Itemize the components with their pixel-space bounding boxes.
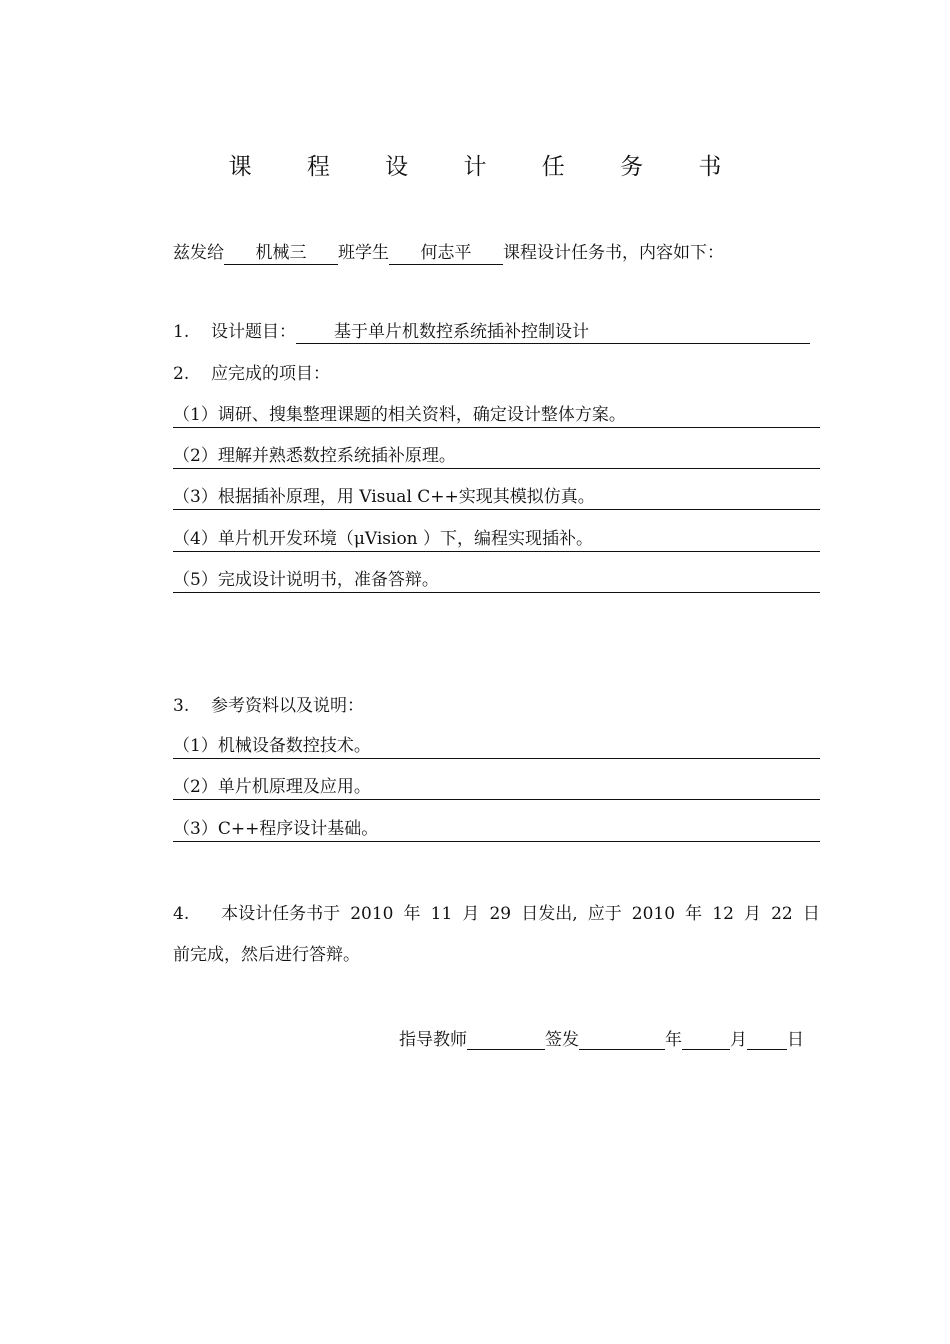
section-2-heading xyxy=(173,362,330,386)
section-2-item-1: （1）调研、搜集整理课题的相关资料，确定设计整体方案。 xyxy=(173,403,820,428)
month-label: 月 xyxy=(462,904,480,924)
section-2-item-3: （3）根据插补原理，用 Visual C++实现其模拟仿真。 xyxy=(173,485,820,510)
section-4-line-2: 前完成，然后进行答辩。 xyxy=(173,945,360,965)
section-2-number: 2. xyxy=(173,364,190,384)
section-4-number: 4. xyxy=(173,904,190,924)
class-suffix: 班学生 xyxy=(338,243,389,263)
schedule-text: 本设计任务书于 xyxy=(221,904,341,924)
section-4-line-1 xyxy=(173,902,820,926)
signature-month-label: 月 xyxy=(730,1030,747,1050)
advisor-label: 指导教师 xyxy=(399,1030,467,1050)
issue-suffix: 课程设计任务书，内容如下： xyxy=(503,243,724,263)
section-3-item-1: （1）机械设备数控技术。 xyxy=(173,734,820,759)
advisor-signature-field xyxy=(467,1029,545,1050)
year-label: 年 xyxy=(403,904,421,924)
section-3-heading xyxy=(173,694,364,718)
issue-label: 签发 xyxy=(545,1030,579,1050)
section-3-label: 参考资料以及说明： xyxy=(211,696,364,716)
due-year-label: 年 xyxy=(685,904,703,924)
section-1-label: 设计题目： xyxy=(211,322,296,342)
signature-year-label: 年 xyxy=(665,1030,682,1050)
due-month: 12 xyxy=(712,904,734,924)
issue-day: 29 xyxy=(489,904,512,924)
section-2-item-5: （5）完成设计说明书，准备答辩。 xyxy=(173,568,820,593)
issue-month: 11 xyxy=(430,904,453,924)
issue-prefix: 兹发给 xyxy=(173,243,224,263)
issued-text: 日发出, xyxy=(521,904,578,924)
section-1 xyxy=(173,320,820,344)
class-name-field: 机械三 xyxy=(224,244,338,265)
issue-signature-field xyxy=(579,1029,665,1050)
document-title: 课 程 设 计 任 务 书 xyxy=(228,154,746,180)
student-name-field: 何志平 xyxy=(389,244,503,265)
due-month-label: 月 xyxy=(743,904,761,924)
section-2-item-4: （4）单片机开发环境（μVision ）下，编程实现插补。 xyxy=(173,527,820,552)
due-day-label: 日 xyxy=(802,904,820,924)
due-day: 22 xyxy=(771,904,793,924)
section-2-label: 应完成的项目： xyxy=(211,364,330,384)
due-year: 2010 xyxy=(631,904,676,924)
section-3-item-2: （2）单片机原理及应用。 xyxy=(173,775,820,800)
issue-year: 2010 xyxy=(350,904,394,924)
section-1-number: 1. xyxy=(173,322,190,342)
section-2-item-2: （2）理解并熟悉数控系统插补原理。 xyxy=(173,444,820,469)
signature-day-label: 日 xyxy=(787,1030,804,1050)
section-3-number: 3. xyxy=(173,696,190,716)
issue-line xyxy=(173,238,724,265)
section-3-item-3: （3）C++程序设计基础。 xyxy=(173,817,820,842)
signature-line xyxy=(399,1025,804,1050)
signature-month-field xyxy=(682,1029,730,1050)
due-text: 应于 xyxy=(587,904,622,924)
design-topic-field: 基于单片机数控系统插补控制设计 xyxy=(296,323,810,344)
signature-day-field xyxy=(747,1029,787,1050)
